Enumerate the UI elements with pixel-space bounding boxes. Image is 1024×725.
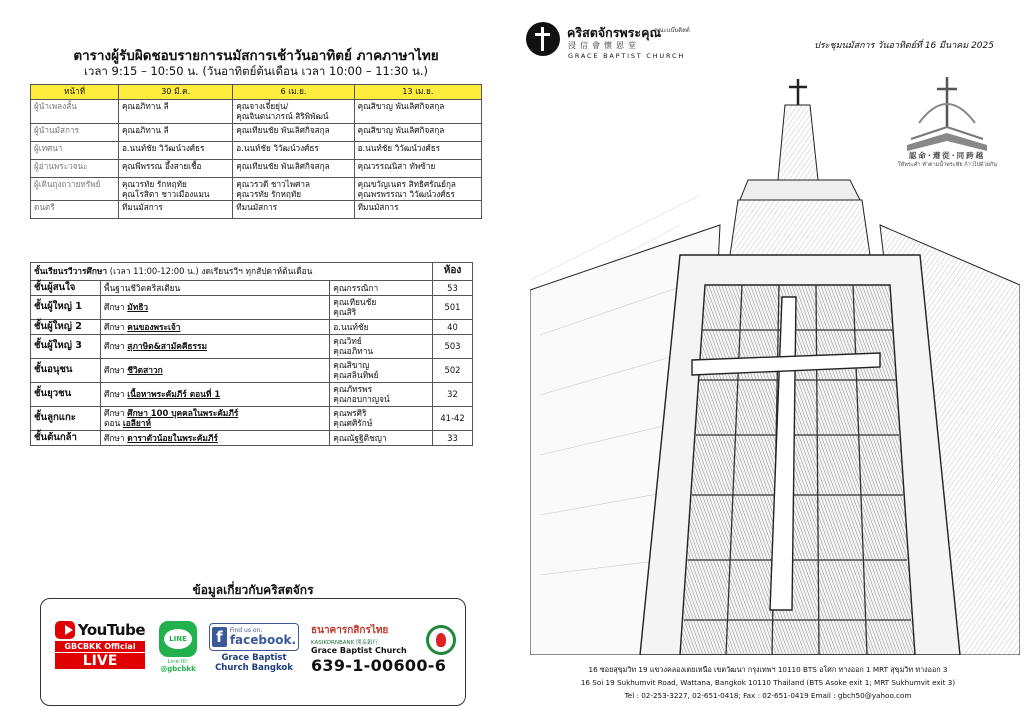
class-name: ชั้นผู้ใหญ่ 1 (31, 295, 101, 319)
class-subject-prefix: ศึกษา (104, 341, 128, 352)
line-id-label: Line ID: (167, 659, 189, 665)
class-teacher: คุณวิทย์ คุณอภิทาน (330, 334, 433, 358)
bank-name: ธนาคารกสิกรไทย (311, 625, 389, 636)
class-subject-title: มัทธิว (127, 302, 149, 313)
class-teacher: คุณเทียนชัย คุณสิริ (330, 295, 433, 319)
class-room: 501 (433, 295, 473, 319)
duty-person: อ.นนท์ชัย วิวัฒน์วงศ์ธร (233, 141, 354, 159)
class-room: 32 (433, 382, 473, 406)
emblem-caption-thai: ให้พระคำ ทำตามน้ำพระทัย ก้าวไปด้วยกัน (897, 162, 998, 168)
duty-header-date: 6 เม.ย. (233, 85, 354, 100)
address-line-thai: 16 ซอยสุขุมวิท 19 แขวงคลองเตยเหนือ เขตวัฒนา กรุงเทพฯ 10110 BTS อโศก ทางออก 1 MRT สุขุมวิท ทางออก 3 (588, 665, 948, 674)
class-subject-title: ดาราตัวน้อยในพระคัมภีร์ (127, 432, 218, 443)
class-subject (101, 358, 330, 382)
address-line-english: 16 Soi 19 Sukhumvit Road, Wattana, Bangkok 10110 Thailand (BTS Asoke exit 1; MRT Sukhumvit exit 3) (580, 678, 956, 687)
duty-header-date: 30 มี.ค. (119, 85, 233, 100)
class-name: ชั้นลูกแกะ (31, 406, 101, 430)
class-subject (101, 281, 330, 296)
class-row (31, 281, 473, 296)
duty-role: ผู้นำนมัสการ (31, 123, 119, 141)
duty-person: คุณพีพรรณ อึ้งสายเชื้อ (119, 159, 233, 177)
class-name: ชั้นผู้ใหญ่ 2 (31, 319, 101, 334)
class-teacher: คุณภัทรพร คุณกอบกาญจน์ (330, 382, 433, 406)
facebook-logo (209, 623, 299, 651)
class-header-time: (เวลา 11:00-12:00 น.) งดเรียนรวีฯ ทุกสัปดาห์ต้นเดือน (109, 266, 313, 277)
class-subject2-prefix: ตอน (104, 418, 123, 429)
class-row (31, 358, 473, 382)
class-header-title (31, 263, 433, 281)
right-page (512, 0, 1024, 725)
emblem-caption-chinese: 認命·遵從·同跨越 (908, 151, 986, 160)
duty-person: คุณสิขาญ พันเลิศกิจสกุล (354, 123, 481, 141)
duty-row (31, 123, 482, 141)
duty-person: ทีมนมัสการ (119, 201, 233, 219)
class-teacher: คุณกรรณิกา (330, 281, 433, 296)
duty-person: คุณอภิทาน ลี (119, 123, 233, 141)
class-subject-prefix: ศึกษา (104, 365, 128, 376)
class-row (31, 295, 473, 319)
church-cross-logo-icon (526, 22, 560, 56)
class-room: 503 (433, 334, 473, 358)
class-subject (101, 406, 330, 430)
duty-header-date: 13 เม.ย. (354, 85, 481, 100)
duty-row (31, 100, 482, 124)
class-row (31, 319, 473, 334)
youtube-wordmark: YouTube (77, 621, 145, 639)
facebook-text (230, 628, 296, 646)
class-room: 41-42 (433, 406, 473, 430)
class-subject-title: ศึกษา 100 บุคคลในพระคัมภีร์ (127, 407, 239, 418)
class-header-title-text: ชั้นเรียนรวีวารศึกษา (34, 266, 108, 277)
class-table-body (31, 281, 473, 446)
youtube-live-label: LIVE (55, 653, 145, 669)
line-handle: @gbcbkk (160, 665, 196, 673)
facebook-block[interactable] (209, 623, 299, 674)
class-header-room: ห้อง (433, 263, 473, 281)
class-room: 502 (433, 358, 473, 382)
bank-block (311, 623, 456, 675)
duty-schedule-title: ตารางผู้รับผิดชอบรายการนมัสการเช้าวันอาทิตย์ ภาคภาษาไทย (73, 48, 439, 64)
facebook-wordmark: facebook. (229, 633, 296, 647)
duty-schedule-table (30, 84, 482, 219)
bank-account-name: Grace Baptist Church (311, 646, 407, 655)
duty-person: คุณวรทัย รักหฤทัย คุณโรสิตา ชาวเมืองแมน (119, 177, 233, 201)
duty-person: คุณขวัญเนตร สิทธิศรัณย์กุล คุณพรพรรณา วิวัฒน์วงศ์ธร (354, 177, 481, 201)
class-subject (101, 334, 330, 358)
class-row (31, 334, 473, 358)
line-block[interactable] (156, 621, 200, 673)
class-subject (101, 295, 330, 319)
class-name: ชั้นผู้ใหญ่ 3 (31, 334, 101, 358)
youtube-logo (55, 621, 145, 639)
duty-person: คุณจางเจี๋ยยุ่น/ คุณจินตนาภรณ์ สิริพิพัฒน์ (233, 100, 354, 124)
class-room: 40 (433, 319, 473, 334)
class-subject2-title: เอลียาห์ (122, 418, 152, 429)
class-subject-prefix: ศึกษา (104, 389, 128, 400)
class-teacher: คุณพรศิริ คุณศศิรักษ์ (330, 406, 433, 430)
duty-row (31, 141, 482, 159)
duty-role: ผู้เทศนา (31, 141, 119, 159)
class-teacher: อ.นนท์ชัย (330, 319, 433, 334)
class-subject-prefix: พื้นฐานชีวิตคริสเตียน (104, 282, 181, 293)
class-subject-title: เนื้อหาพระคัมภีร์ ตอนที่ 1 (127, 389, 221, 400)
church-name-chinese: 浸信會懷恩堂 (568, 41, 640, 50)
class-name: ชั้นผู้สนใจ (31, 281, 101, 296)
duty-header-role: หน้าที่ (31, 85, 119, 100)
class-subject-prefix: ศึกษา (104, 407, 128, 418)
duty-person: คุณอภิทาน ลี (119, 100, 233, 124)
class-name: ชั้นอนุชน (31, 358, 101, 382)
duty-role: ผู้นำเพลงสั้น (31, 100, 119, 124)
class-header-row (31, 263, 473, 281)
facebook-find-us: Find us on: (229, 627, 263, 634)
class-subject (101, 382, 330, 406)
youtube-play-icon (55, 621, 75, 639)
duty-row (31, 177, 482, 201)
class-name: ชั้นต้นกล้า (31, 430, 101, 445)
class-subject (101, 319, 330, 334)
class-row (31, 382, 473, 406)
class-subject-title: สุภาษิต&สามัคคีธรรม (127, 341, 208, 352)
contact-line[interactable]: Tel : 02-253-3227, 02-651-0418; Fax : 02-651-0419 Email : gbch50@yahoo.com (624, 691, 912, 700)
bank-name-sub: KASIKORNBANK 開泰銀行 (311, 640, 378, 646)
duty-table-body (31, 100, 482, 219)
facebook-page-name: Grace Baptist Church Bangkok (215, 653, 293, 673)
church-info-title: ข้อมูลเกี่ยวกับคริสตจักร (192, 583, 314, 597)
facebook-f-icon: f (212, 627, 227, 647)
duty-role: ดนตรี (31, 201, 119, 219)
bank-account-number[interactable]: 639-1-00600-6 (311, 656, 447, 675)
service-date: ประชุมนมัสการ วันอาทิตย์ที่ 16 มีนาคม 2025 (814, 41, 994, 51)
duty-row (31, 201, 482, 219)
church-name-english: GRACE BAPTIST CHURCH (568, 52, 686, 60)
duty-person: อ.นนท์ชัย วิวัฒน์วงศ์ธร (354, 141, 481, 159)
line-logo-icon (159, 621, 197, 657)
duty-person: คุณวรรณนิสา ทัพซ้าย (354, 159, 481, 177)
duty-schedule-subtitle: เวลา 9:15 – 10:50 น. (วันอาทิตย์ต้นเดือน เวลา 10:00 – 11:30 น.) (83, 64, 429, 78)
duty-person: คุณสิขาญ พันเลิศกิจสกุล (354, 100, 481, 124)
class-name: ชั้นยุวชน (31, 382, 101, 406)
bank-logo-icon (426, 625, 456, 655)
class-teacher: คุณณัฐฐิติชญา (330, 430, 433, 445)
class-teacher: คุณสิขาญ คุณสลินทิพย์ (330, 358, 433, 382)
duty-person: ทีมนมัสการ (354, 201, 481, 219)
class-subject-title: ชีวิตสาวก (127, 365, 163, 376)
church-address (512, 663, 1024, 702)
church-name-thai: คริสตจักรพระคุณ (567, 25, 662, 40)
church-info-box (40, 598, 466, 706)
class-subject-prefix: ศึกษา (104, 302, 128, 313)
duty-person: คุณเทียนชัย พันเลิศกิจสกุล (233, 159, 354, 177)
class-subject-prefix: ศึกษา (104, 432, 128, 443)
duty-person: คุณวรวดี ชาวไพศาล คุณวรทัย รักหฤทัย (233, 177, 354, 201)
duty-role: ผู้เดินถุงถวายทรัพย์ (31, 177, 119, 201)
duty-header-row (31, 85, 482, 100)
youtube-block[interactable] (55, 621, 145, 669)
duty-row (31, 159, 482, 177)
duty-person: อ.นนท์ชัย วิวัฒน์วงศ์ธร (119, 141, 233, 159)
line-wordmark: LINE (164, 629, 192, 649)
class-room: 53 (433, 281, 473, 296)
church-name-sub: คณะแบ๊บติสต์ (654, 27, 690, 34)
class-subject-title: คนของพระเจ้า (127, 321, 181, 332)
class-subject-prefix: ศึกษา (104, 321, 128, 332)
duty-role: ผู้อ่านพระวจนะ (31, 159, 119, 177)
sunday-school-table (30, 262, 473, 446)
class-row (31, 406, 473, 430)
class-row (31, 430, 473, 445)
class-subject (101, 430, 330, 445)
youtube-channel-name: GBCBKK Official (55, 641, 145, 652)
duty-person: ทีมนมัสการ (233, 201, 354, 219)
class-room: 33 (433, 430, 473, 445)
duty-person: คุณเทียนชัย พันเลิศกิจสกุล (233, 123, 354, 141)
